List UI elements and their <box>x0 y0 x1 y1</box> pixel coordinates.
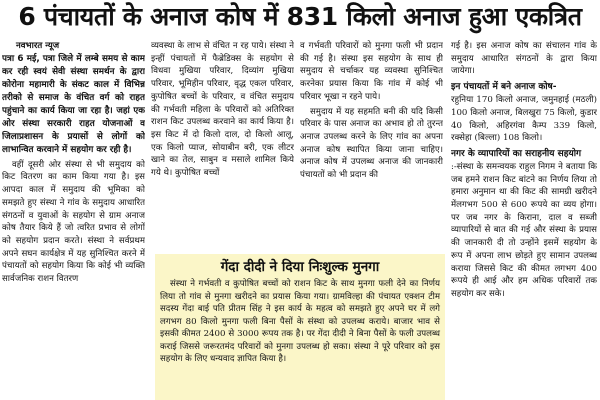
box-title: गेंदा दीदी ने दिया निःशुल्क मुनगा <box>220 259 380 275</box>
column-3-paragraph-2: समुदाय में यह सहमति बनी की यदि किसी परिवार के पास अनाज का अभाव हो तो तुरन्त अनाज उपलब्ध करने के लिए गांव का अपना अनाज कोष स्थापित किया जाना चाहिए। अनाज कोष में उपलब्ध अनाज की जानकारी पंचायतों को भी प्रदान की <box>300 106 443 181</box>
column-1 <box>2 40 145 400</box>
column-2-paragraph: व्यवस्था के लाभ से वंचित न रह पाये। संस्था ने इन्हीं पंचायतों में फैब्रेडिक्स के सहयोग से विधवा मुखिया परिवार, दिव्यांग मुखिया परिवार, भूमिहीन परिवार, वृद्ध एकल परिवार, कुपोषित बच्चों के परिवार, व वंचित समुदाय की गर्भवती महिला के परिवारों को अतिरिक्त राशन किट उपलब्ध करवाने का कार्य किया है। इस किट में दो किलो दाल, दो किलो आलू, एक किलो प्याज, सोयाबीन बरी, एक लीटर खाने का तेल, साबुन व मसाले शामिल किये गये थे। कुपोषित बच्चों <box>151 41 294 179</box>
subheading-grain-banks: इन पंचायतों में बने अनाज कोष- <box>451 82 557 93</box>
column-1-paragraph: वहीं दूसरी ओर संस्था से भी समुदाय को किट वितरण का काम किया गया है। इस आपदा काल में समुदाय की भूमिका को समझते हुए संस्था ने गांव के समुदाय आधारित संगठनों व युवाओं के सहयोग से ग्राम अनाज कोष तैयार किये हैं जो त्वरित प्रभाव से लोगों को सहयोग प्रदान करते। संस्था ने सर्वप्रथम अपने सघन कार्यक्षेत्र में यह सुनिश्चित करने में पंचायतों को सहयोग किया कि कोई भी व्यक्ति सार्वजनिक राशन वितरण <box>2 159 145 285</box>
column-3-paragraph-1: व गर्भवती परिवारों को मुनगा फली भी प्रदान की गई है। संस्था इस सहयोग के साथ ही समुदाय से चर्चाकर यह व्यवस्था सुनिश्चित करनेका प्रयास किया कि गांव में कोई भी परिवार भूखा न रहने पाये। <box>300 41 443 102</box>
grain-bank-list: रहुनिया 170 किलो अनाज, जमुनहाई (मठली) 100 किलो अनाज, बिलखुरा 75 किलो, कुडार 40 किलो, अहिरगंवा कैम्प 339 किलो, रक्सेहा (बिल्ला) 108 किलो। <box>451 95 597 144</box>
byline: नवभारत न्यूज <box>16 41 60 51</box>
highlight-box <box>155 254 445 400</box>
column-4 <box>451 40 597 400</box>
headline: 6 पंचायतों के अनाज कोष में 831 किलो अनाज हुआ एकत्रित <box>18 2 582 31</box>
lead-paragraph: पत्रा 6 मई, पत्रा जिले में लम्बे समय से काम कर रही स्वयं सेवी संस्था समर्थन के द्वारा कोरोना महामारी के संकट काल में विभिन्न तरीको से समाज के वंचित वर्ग को राहत पहुंचाने का कार्य किया जा रहा है। जहां एक ओर संस्था सरकारी राहत योजनाओं व जिलाप्रशासन के प्रयासों से लोगों को लाभान्वित करवाने में सहयोग कर रही है। <box>2 53 145 155</box>
column-4-paragraph-1: गई है। इस अनाज कोष का संचालन गांव के समुदाय आधारित संगठनों के द्वारा किया जायेगा। <box>451 41 597 77</box>
subheading-traders-support: नगर के व्यापारियों का सराहनीय सहयोग <box>451 148 582 159</box>
column-4-paragraph-3: :-संस्था के समन्वयक राहुल निगम ने बताया कि जब हमने राशन किट बांटने का निर्णय लिया तो हमारा अनुमान था की किट की सामग्री खरीदने मेंलगभग 500 से 600 रूपये का व्यय होगा। पर जब नगर के किराना, दाल व सब्जी व्यापारियों से बात की गई और संस्था के प्रयास की जानकारी दी तो उन्होंने इसमें सहयोग के रूप में अपना लाभ छोड़ते हुए सामान उपलब्ध कराया जिससे किट की कीमत लगभग 400 रूपये ही आई और हम अधिक परिवारों तक सहयोग कर सके। <box>451 161 597 299</box>
box-body: संस्था ने गर्भवती व कुपोषित बच्चों को राशन किट के साथ मुनगा फली देने का निर्णय लिया तो गांव से मुनगा खरीदने का प्रयास किया गया। ग्रामविल्हा की पंचायत एक्शन टीम सदस्य गेंदा बाई पति प्रीतम सिंह ने इस कार्य के महत्व को समझते हुए अपने घर में लगे लगभग 80 किलो मुनगा फली बिना पैसों के संस्था को उपलब्ध कराये। बाजार भाव से इसकी कीमत 2400 से 3000 रूपय तक है। पर गेंदा दीदी ने बिना पैसों के फली उपलब्ध कराई जिससे जरूरतमंद परिवारों को मुनगा उपलब्ध हो सका। संस्था ने पूरे परिवार को इस सहयोग के लिए धन्यवाद ज्ञापित किया है। <box>160 279 440 364</box>
